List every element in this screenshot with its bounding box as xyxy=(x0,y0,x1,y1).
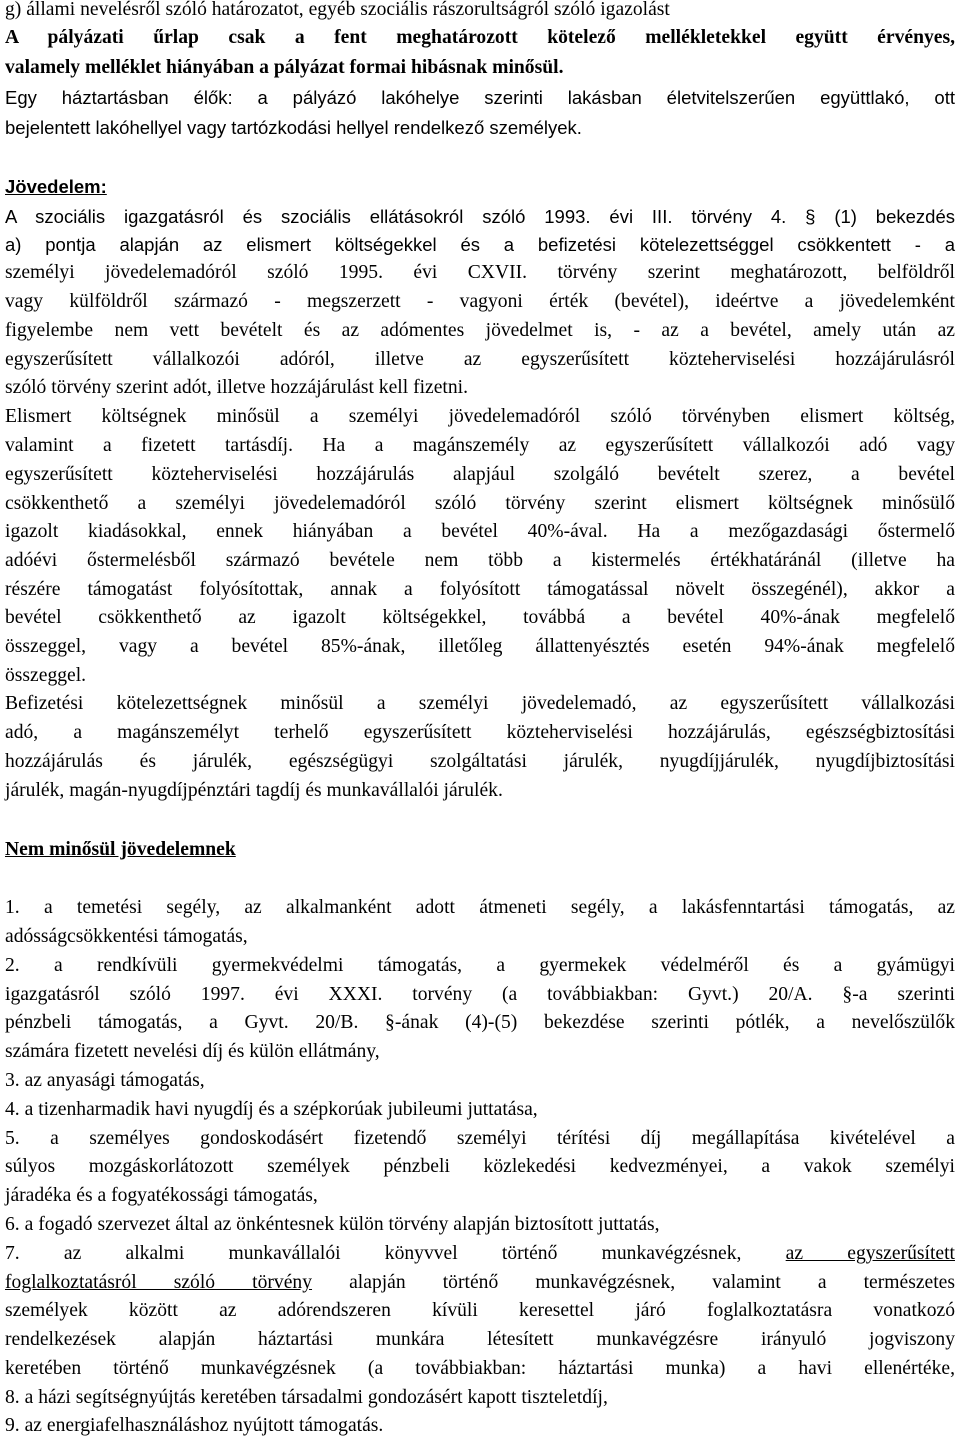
list-item: 4. a tizenharmadik havi nyugdíj és a szépkorúak jubileumi juttatása, xyxy=(5,1099,538,1120)
income-line: a) pontja alapján az elismert költségekkel és a befizetési kötelezettséggel csökkentett - a xyxy=(5,234,955,255)
income-line: hozzájárulás és járulék, egészségügyi szolgáltatási járulék, nyugdíjjárulék, nyugdíjbiztosítási xyxy=(5,751,955,772)
income-line: igazolt kiadásokkal, ennek hiányában a bevétel 40%-ával. Ha a mezőgazdasági őstermelő xyxy=(5,521,955,542)
list-item: 2. a rendkívüli gyermekvédelmi támogatás, a gyermekek védelméről és a gyámügyi xyxy=(5,955,955,976)
income-line: szóló törvény szerint adót, illetve hozzájárulást kell fizetni. xyxy=(5,377,469,398)
list-item: 9. az energiafelhasználáshoz nyújtott támogatás. xyxy=(5,1415,384,1436)
law-reference-link[interactable]: az egyszerűsített xyxy=(785,1243,955,1264)
income-line: valamint a fizetett tartásdíj. Ha a magánszemély az egyszerűsített vállalkozói adó vagy xyxy=(5,435,955,456)
list-item: súlyos mozgáskorlátozott személyek pénzbeli közlekedési kedvezményei, a vakok személyi xyxy=(5,1156,955,1177)
income-line: egyszerűsített vállalkozói adóról, illetve az egyszerűsített közteherviselési hozzájárulásról xyxy=(5,349,955,370)
item-7-text: 7. az alkalmi munkavállalói könyvvel történő munkavégzésnek, xyxy=(5,1243,742,1264)
list-item-7-line-1 xyxy=(5,1242,955,1265)
not-income-heading: Nem minősül jövedelemnek xyxy=(5,839,236,860)
list-item: járadéka és a fogyatékossági támogatás, xyxy=(5,1185,318,1206)
income-line: adóévi őstermelésből származó bevétele nem több a kistermelés értékhatáránál (illetve ha xyxy=(5,550,955,571)
list-item-7-line-2 xyxy=(5,1271,955,1294)
list-item: pénzbeli támogatás, a Gyvt. 20/B. §-ának (4)-(5) bekezdése szerinti pótlék, a nevelőszülők xyxy=(5,1012,955,1033)
income-line: A szociális igazgatásról és szociális ellátásokról szóló 1993. évi III. törvény 4. § (1) bekezdés xyxy=(5,206,955,227)
income-line: járulék, magán-nyugdíjpénztári tagdíj és munkavállalói járulék. xyxy=(5,780,503,801)
law-reference-link[interactable]: foglalkoztatásról szóló törvény xyxy=(5,1272,313,1293)
not-income-heading-row xyxy=(5,838,955,861)
income-heading: Jövedelem: xyxy=(5,176,107,197)
item-g-line: g) állami nevelésről szóló határozatot, egyéb szociális rászorultságról szóló igazolást xyxy=(5,0,670,20)
list-item: adósságcsökkentési támogatás, xyxy=(5,926,248,947)
list-item: keretében történő munkavégzésnek (a továbbiakban: háztartási munka) a havi ellenértéke, xyxy=(5,1358,955,1379)
income-line: figyelembe nem vett bevételt és az adómentes jövedelmet is, - az a bevétel, amely után az xyxy=(5,320,955,341)
list-item: igazgatásról szóló 1997. évi XXXI. torvény (a továbbiakban: Gyvt.) 20/A. §-a szerinti xyxy=(5,984,955,1005)
warning-line-2: valamely melléklet hiányában a pályázat formai hibásnak minősül. xyxy=(5,57,564,78)
list-item: rendelkezések alapján háztartási munkára létesített munkavégzésre irányuló jogviszony xyxy=(5,1329,955,1350)
income-line: bevétel csökkenthető az igazolt költségekkel, továbbá a bevétel 40%-ának megfelelő xyxy=(5,607,955,628)
income-line: egyszerűsített közteherviselési hozzájárulás alapjául szolgáló bevételt szerez, a bevétel xyxy=(5,464,955,485)
income-line: összeggel, vagy a bevétel 85%-ának, illetőleg állattenyésztés esetén 94%-ának megfelelő xyxy=(5,636,955,657)
income-line: összeggel. xyxy=(5,665,87,686)
income-line: részére támogatást folyósítottak, annak a folyósított támogatással növelt összegénél), akkor a xyxy=(5,579,955,600)
income-line: Befizetési kötelezettségnek minősül a személyi jövedelemadó, az egyszerűsített vállalkozási xyxy=(5,693,955,714)
household-line-2: bejelentett lakóhellyel vagy tartózkodási hellyel rendelkező személyek. xyxy=(5,117,582,138)
item-7-text: alapján történő munkavégzésnek, valamint a természetes xyxy=(312,1272,955,1293)
income-line: csökkenthető a személyi jövedelemadóról szóló törvény szerint elismert költségnek minősülő xyxy=(5,493,955,514)
list-item: 1. a temetési segély, az alkalmanként adott átmeneti segély, a lakásfenntartási támogatás, az xyxy=(5,897,955,918)
income-line: Elismert költségnek minősül a személyi jövedelemadóról szóló törvényben elismert költség, xyxy=(5,406,955,427)
income-heading-row xyxy=(5,175,955,198)
list-item: személyek között az adórendszeren kívüli keresettel járó foglalkoztatásra vonatkozó xyxy=(5,1300,955,1321)
list-item: 8. a házi segítségnyújtás keretében társadalmi gondozásért kapott tiszteletdíj, xyxy=(5,1387,608,1408)
income-line: személyi jövedelemadóról szóló 1995. évi CXVII. törvény szerint meghatározott, belföldről xyxy=(5,262,955,283)
list-item: 6. a fogadó szervezet által az önkéntesnek külön törvény alapján biztosított juttatás, xyxy=(5,1214,660,1235)
income-line: adó, a magánszemélyt terhelő egyszerűsített közteherviselési hozzájárulás, egészségbiztosítási xyxy=(5,722,955,743)
list-item: 5. a személyes gondoskodásért fizetendő személyi térítési díj megállapítása kivételével a xyxy=(5,1128,955,1149)
warning-line-1: A pályázati űrlap csak a fent meghatározott kötelező mellékletekkel együtt érvényes, xyxy=(5,27,955,48)
household-line-1: Egy háztartásban élők: a pályázó lakóhelye szerinti lakásban életvitelszerűen együttlakó, ott xyxy=(5,87,955,108)
list-item: számára fizetett nevelési díj és külön ellátmány, xyxy=(5,1041,380,1062)
income-line: vagy külföldről származó - megszerzett - vagyoni érték (bevétel), ideértve a jövedelemként xyxy=(5,291,955,312)
list-item: 3. az anyasági támogatás, xyxy=(5,1070,205,1091)
